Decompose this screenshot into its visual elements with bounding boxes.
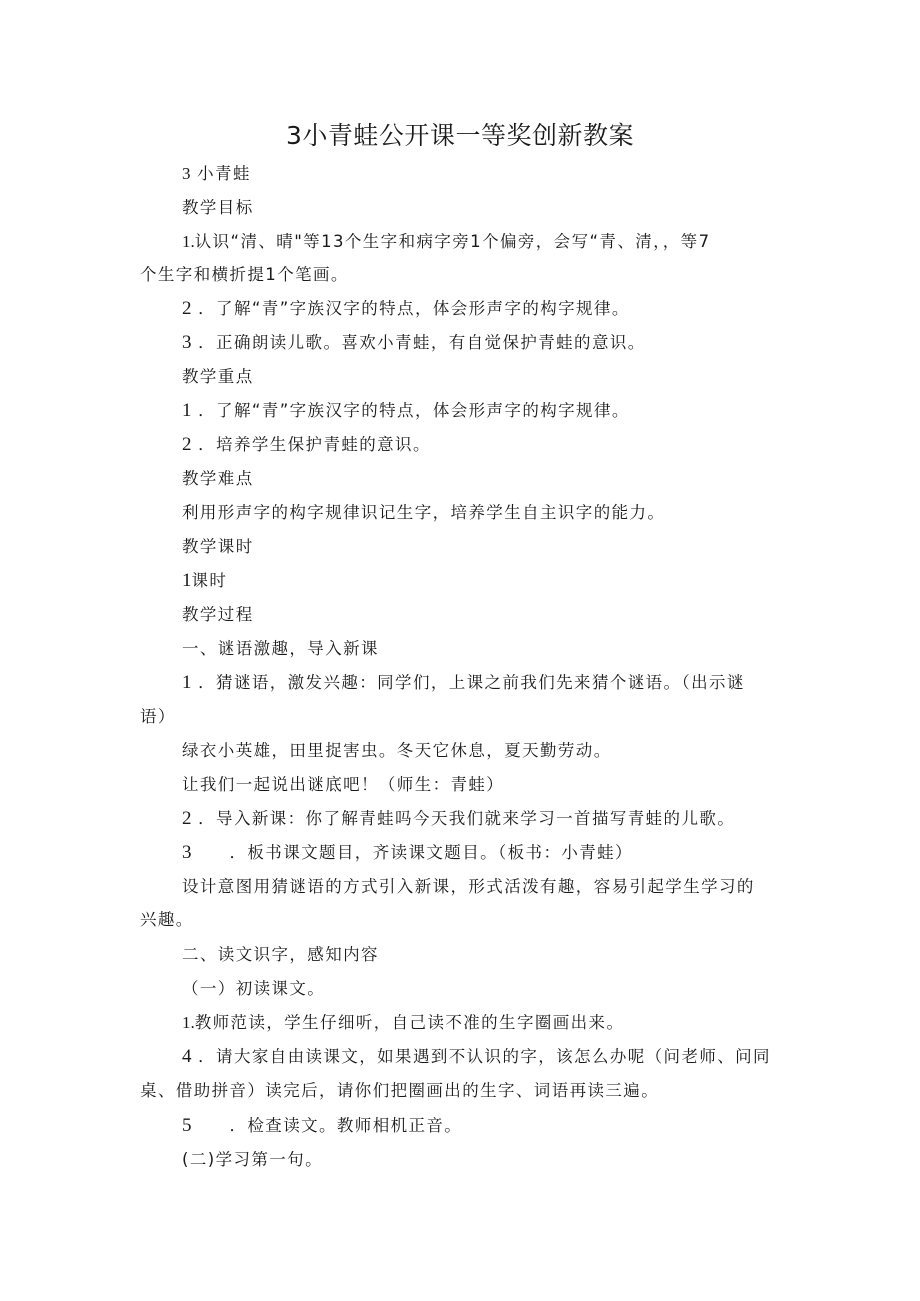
text-line [182, 774, 504, 796]
text-line [182, 570, 227, 592]
text-line [182, 740, 612, 762]
line-text: 个生字和横折提1个笔画。 [140, 265, 349, 284]
text-line [182, 978, 325, 1000]
line-text: ．正确朗读儿歌。喜欢小青蛙，有自觉保护青蛙的意识。 [198, 333, 646, 352]
line-number: 2 [182, 808, 192, 829]
text-line [182, 400, 630, 422]
line-text: 认识“清、晴"等13个生字和病字旁1个偏旁，会写“青、清，，等7 [194, 232, 711, 251]
line-text: 课时 [191, 571, 228, 590]
line-text: 利用形声字的构字规律识记生字，培养学生自主识字的能力。 [182, 503, 666, 522]
line-text: 教学难点 [182, 469, 254, 488]
line-number: 1 [182, 672, 192, 693]
line-text: ．猜谜语，激发兴趣：同学们，上课之前我们先来猜个谜语。（出示谜 [198, 673, 745, 692]
text-line [182, 1046, 771, 1068]
text-line [140, 909, 194, 931]
text-line [182, 163, 251, 185]
line-number: 3 [182, 164, 191, 183]
line-number: 1. [182, 232, 195, 251]
line-text: 一、谜语激趣，导入新课 [182, 639, 379, 658]
line-text: 语） [140, 707, 176, 726]
line-text: 设计意图用猜谜语的方式引入新课，形式活泼有趣，容易引起学生学习的 [182, 877, 755, 896]
line-text: 小青蛙 [197, 164, 251, 183]
text-line [182, 842, 633, 864]
text-line [182, 638, 379, 660]
text-line [182, 944, 379, 966]
line-text: ．了解“青”字族汉字的特点，体会形声字的构字规律。 [198, 299, 630, 318]
line-text: 教师范读，学生仔细听，自己读不准的生字圈画出来。 [194, 1013, 625, 1032]
text-line [182, 808, 735, 830]
text-line [182, 1115, 462, 1137]
document-title: 3小青蛙公开课一等奖创新教案 [286, 121, 634, 150]
text-line [140, 1080, 659, 1102]
line-text: （一）初读课文。 [182, 979, 326, 998]
line-text: ．板书课文题目，齐读课文题目。（板书：小青蛙） [229, 843, 633, 862]
line-number: 1 [182, 570, 192, 591]
line-text: 教学过程 [182, 605, 254, 624]
line-text: 教学重点 [182, 367, 254, 386]
line-number: 1 [182, 400, 192, 421]
line-number: 3 [182, 332, 192, 353]
text-line [182, 434, 431, 456]
text-line [182, 1012, 624, 1034]
line-text: 让我们一起说出谜底吧！（师生：青蛙） [182, 775, 505, 794]
line-text: ．了解“青”字族汉字的特点，体会形声字的构字规律。 [198, 401, 630, 420]
text-line [140, 706, 176, 728]
line-number: 4 [182, 1046, 192, 1067]
text-line [182, 672, 745, 694]
line-text: ．检查读文。教师相机正音。 [229, 1116, 463, 1135]
text-line [140, 264, 349, 286]
line-text: 教学课时 [182, 537, 254, 556]
line-number: 2 [182, 434, 192, 455]
section-heading [182, 536, 254, 558]
section-heading [182, 468, 254, 490]
section-heading [182, 366, 254, 388]
line-text: 二、读文识字，感知内容 [182, 945, 379, 964]
text-line [182, 298, 630, 320]
text-line [182, 1149, 323, 1171]
line-text: 绿衣小英雄，田里捉害虫。冬天它休息，夏天勤劳动。 [182, 741, 612, 760]
line-text: (二)学习第一句。 [182, 1150, 323, 1169]
line-number: 2 [182, 298, 192, 319]
line-number: 5 [182, 1115, 192, 1136]
line-text: ．导入新课：你了解青蛙吗今天我们就来学习一首描写青蛙的儿歌。 [198, 809, 736, 828]
section-heading [182, 197, 254, 219]
line-text: 桌、借助拼音）读完后，请你们把圈画出的生字、词语再读三遍。 [140, 1081, 660, 1100]
line-text: 教学目标 [182, 198, 254, 217]
line-text: 兴趣。 [140, 910, 194, 929]
line-number: 1. [182, 1013, 195, 1032]
line-number: 3 [182, 842, 192, 863]
line-text: ．请大家自由读课文，如果遇到不认识的字，该怎么办呢（问老师、问同 [198, 1047, 771, 1066]
section-heading [182, 604, 254, 626]
text-line [182, 231, 710, 253]
text-line [182, 876, 755, 898]
line-text: ．培养学生保护青蛙的意识。 [198, 435, 431, 454]
text-line [182, 332, 646, 354]
text-line [182, 502, 665, 524]
